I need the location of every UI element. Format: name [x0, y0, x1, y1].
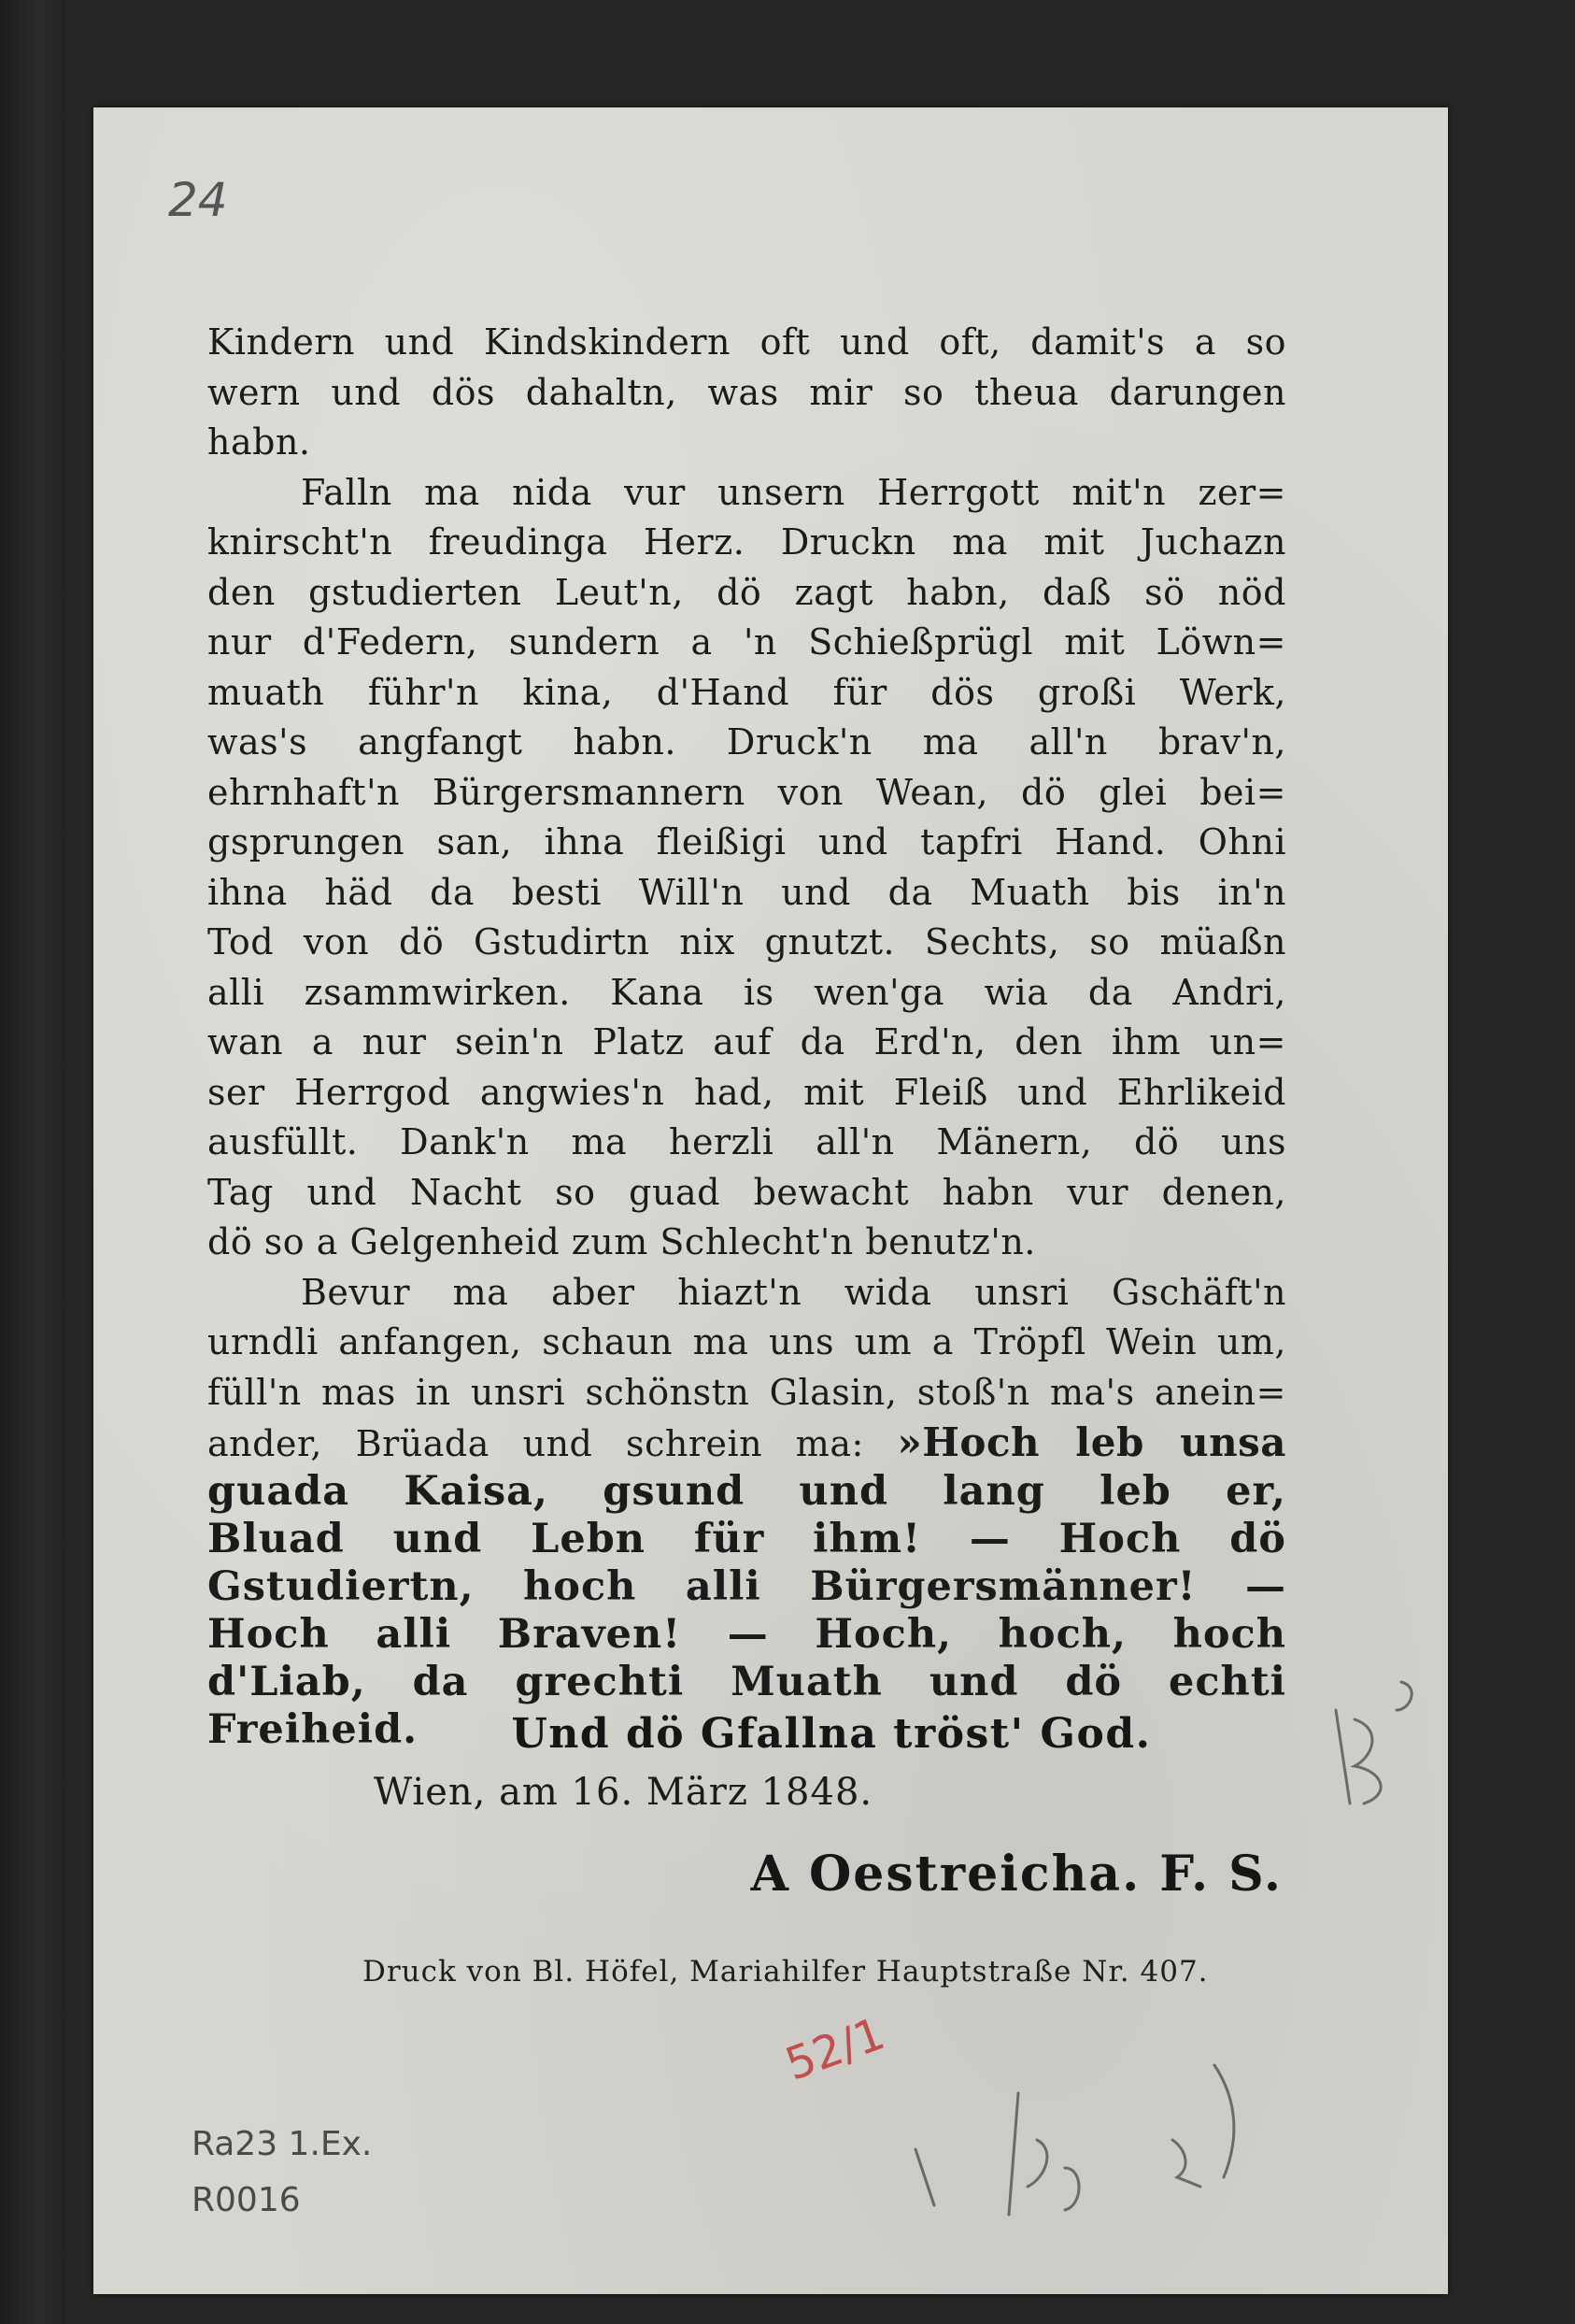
body-line-text: den gstudierten Leut'n, dö zagt habn, daß sö nöd	[207, 571, 1286, 613]
shelf-mark-line-1: Ra23 1.Ex.	[192, 2125, 373, 2163]
body-line-text: Falln ma nida vur unsern Herrgott mit'n zer=	[301, 471, 1286, 513]
body-line-text: Hoch alli Braven! — Hoch, hoch, hoch	[207, 1610, 1286, 1658]
body-line-text: Bevur ma aber hiazt'n wida unsri Gschäft'n	[301, 1271, 1286, 1313]
body-line-text: ander, Brüada und schrein ma:	[207, 1423, 864, 1464]
body-line-text: wan a nur sein'n Platz auf da Erd'n, den ihm un=	[207, 1021, 1286, 1062]
body-line-text: ser Herrgod angwies'n had, mit Fleiß und Ehrlikeid	[207, 1071, 1286, 1113]
shelf-mark-line-2: R0016	[192, 2181, 301, 2219]
date-line: Wien, am 16. März 1848.	[374, 1771, 873, 1814]
signature: A Oestreicha. F. S.	[750, 1846, 1283, 1903]
body-line-text: habn.	[207, 421, 311, 463]
body-line-text: Tag und Nacht so guad bewacht habn vur denen,	[207, 1171, 1286, 1213]
body-line-text: muath führ'n kina, d'Hand für dös großi Werk,	[207, 671, 1286, 713]
printer-imprint: Druck von Bl. Höfel, Mariahilfer Hauptstraße Nr. 407.	[362, 1955, 1209, 1989]
body-line-text: Bluad und Lebn für ihm! — Hoch dö	[207, 1515, 1286, 1562]
body-line-text: ehrnhaft'n Bürgersmannern von Wean, dö glei bei=	[207, 771, 1286, 813]
body-line-text: füll'n mas in unsri schönstn Glasin, stoß'n ma's anein=	[207, 1371, 1286, 1413]
body-line-text: ihna häd da besti Will'n und da Muath bis in'n	[207, 871, 1286, 913]
body-line-text: dö so a Gelgenheid zum Schlecht'n benutz'n.	[207, 1221, 1036, 1262]
body-line-text: guada Kaisa, gsund und lang leb er,	[207, 1467, 1286, 1515]
body-line-text: ausfüllt. Dank'n ma herzli all'n Mänern, dö uns	[207, 1121, 1286, 1162]
red-annotation: 52/1	[778, 2007, 892, 2091]
body-line-text: Kindern und Kindskindern oft und oft, damit's a so	[207, 321, 1286, 363]
body-line-text: d'Liab, da grechti Muath und dö echti	[207, 1658, 1286, 1705]
body-line-text: Gstudiertn, hoch alli Bürgersmänner! —	[207, 1562, 1286, 1610]
closing-line: Und dö Gfallna tröst' God.	[511, 1710, 1152, 1758]
body-line-text: knirscht'n freudinga Herz. Druckn ma mit Juchazn	[207, 521, 1286, 563]
body-line-text: urndli anfangen, schaun ma uns um a Tröpfl Wein um,	[207, 1321, 1286, 1362]
page-number: 24	[168, 173, 228, 227]
body-line-text: gsprungen san, ihna fleißigi und tapfri Hand. Ohni	[207, 821, 1286, 863]
body-line-text: was's angfangt habn. Druck'n ma all'n brav'n,	[207, 721, 1286, 763]
body-line-bold-tail: »Hoch leb unsa	[897, 1419, 1287, 1465]
body-line-text: nur d'Federn, sundern a 'n Schießprügl mit Löwn=	[207, 621, 1286, 663]
body-line-text: Freiheid.	[207, 1705, 419, 1753]
body-line-text: Tod von dö Gstudirtn nix gnutzt. Sechts, so müaßn	[207, 921, 1286, 962]
body-line-text: wern und dös dahaltn, was mir so theua darungen	[207, 371, 1286, 413]
body-line-text: alli zsammwirken. Kana is wen'ga wia da Andri,	[207, 971, 1286, 1013]
